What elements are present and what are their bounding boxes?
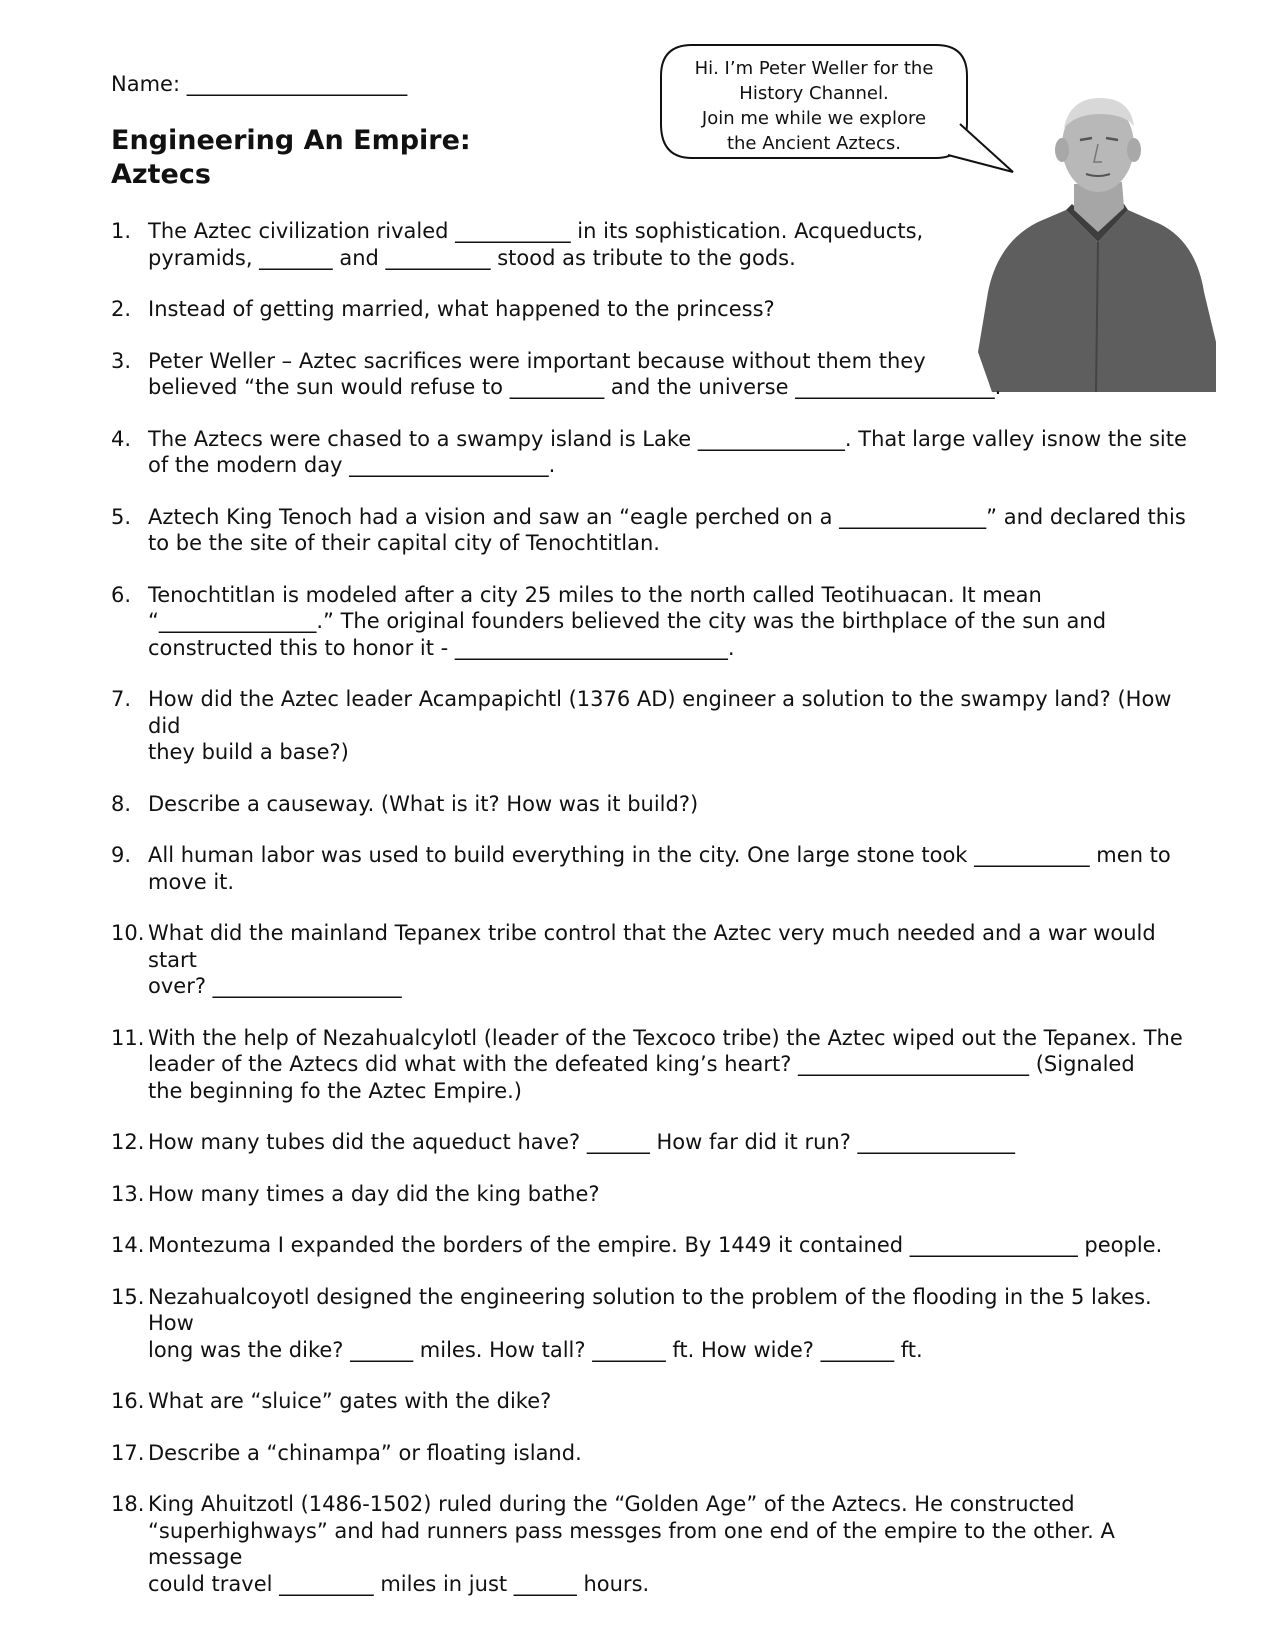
- question-item: [111, 842, 1201, 895]
- question-number: 18.: [111, 1492, 145, 1516]
- question-text: What did the mainland Tepanex tribe control that the Aztec very much needed and a war would start over? __________________: [148, 921, 1156, 998]
- question-item: [111, 1129, 1201, 1156]
- question-item: [111, 1284, 1201, 1364]
- question-number: 3.: [111, 348, 132, 373]
- title-line-1: Engineering An Empire:: [111, 125, 471, 156]
- question-text: The Aztec civilization rivaled ___________ in its sophistication. Acqueducts, pyramids, _______ and __________ stood as tribute to the gods.: [148, 219, 924, 270]
- question-text: How many tubes did the aqueduct have? ______ How far did it run? _______________: [148, 1130, 1016, 1154]
- question-item: [111, 1181, 1201, 1208]
- question-number: 7.: [111, 687, 132, 711]
- question-text: All human labor was used to build everything in the city. One large stone took ___________ men to move it.: [148, 843, 1171, 894]
- question-item: [111, 296, 1201, 323]
- question-item: [111, 426, 1201, 479]
- question-text: With the help of Nezahualcylotl (leader of the Texcoco tribe) the Aztec wiped out the Tepanex. The leader of the Aztecs did what with the defeated king’s heart? ______________________ (Signaled the beginning fo the Aztec Empire.): [148, 1025, 1183, 1103]
- question-text: Peter Weller – Aztec sacrifices were important because without them they believed “the sun would refuse to _________ and the universe ___________________.: [148, 348, 1002, 399]
- question-item: [111, 1025, 1201, 1105]
- question-list: [111, 218, 1201, 1622]
- question-item: [111, 1440, 1201, 1467]
- question-item: [111, 686, 1201, 766]
- question-number: 1.: [111, 219, 132, 243]
- question-text: The Aztecs were chased to a swampy island is Lake ______________. That large valley isnow the site of the modern day ___________________.: [148, 426, 1187, 477]
- bubble-line: Hi. I’m Peter Weller for the: [694, 58, 934, 79]
- question-item: [111, 1232, 1201, 1259]
- question-number: 13.: [111, 1181, 145, 1206]
- question-text: Aztech King Tenoch had a vision and saw an “eagle perched on a ______________” and declared this to be the site of their capital city of Tenochtitlan.: [148, 504, 1186, 555]
- question-item: [111, 920, 1201, 1000]
- question-item: [111, 218, 1201, 271]
- question-number: 5.: [111, 504, 132, 529]
- name-field-label: Name: _____________________: [111, 72, 408, 96]
- question-text: How many times a day did the king bathe?: [148, 1181, 600, 1206]
- question-number: 14.: [111, 1233, 145, 1257]
- page-title: [111, 124, 471, 192]
- question-number: 17.: [111, 1440, 145, 1465]
- bubble-line: History Channel.: [739, 83, 889, 104]
- speech-bubble: [660, 44, 968, 166]
- bubble-line: the Ancient Aztecs.: [726, 133, 902, 154]
- bubble-line: Join me while we explore: [701, 108, 927, 129]
- question-item: [111, 504, 1201, 557]
- question-number: 6.: [111, 582, 132, 607]
- question-item: [111, 1388, 1201, 1415]
- question-number: 11.: [111, 1025, 145, 1050]
- question-number: 12.: [111, 1130, 145, 1154]
- question-text: Instead of getting married, what happened to the princess?: [148, 297, 775, 321]
- question-text: What are “sluice” gates with the dike?: [148, 1389, 552, 1413]
- question-text: Describe a causeway. (What is it? How was it build?): [148, 791, 699, 816]
- question-text: King Ahuitzotl (1486-1502) ruled during the “Golden Age” of the Aztecs. He constructed “superhighways” and had runners pass messges from one end of the empire to the other. A message could travel _________ miles in just ______ hours.: [148, 1492, 1115, 1596]
- question-number: 10.: [111, 921, 145, 945]
- question-number: 15.: [111, 1284, 145, 1309]
- question-text: Nezahualcoyotl designed the engineering solution to the problem of the flooding in the 5 lakes. How long was the dike? ______ miles. How tall? _______ ft. How wide? _______ ft.: [148, 1284, 1152, 1362]
- question-text: Tenochtitlan is modeled after a city 25 miles to the north called Teotihuacan. It mean “_______________.” The original founders believed the city was the birthplace of the sun and constructed this to honor it - __________________________.: [148, 582, 1107, 660]
- question-text: Montezuma I expanded the borders of the empire. By 1449 it contained ________________ people.: [148, 1233, 1163, 1257]
- question-number: 4.: [111, 426, 132, 451]
- question-item: [111, 791, 1201, 818]
- speech-bubble-text: [660, 56, 968, 156]
- question-number: 8.: [111, 791, 132, 816]
- question-number: 9.: [111, 843, 132, 867]
- question-text: Describe a “chinampa” or floating island.: [148, 1440, 582, 1465]
- question-item: [111, 348, 1201, 401]
- question-number: 16.: [111, 1389, 145, 1413]
- title-line-2: Aztecs: [111, 159, 211, 190]
- question-number: 2.: [111, 297, 132, 321]
- question-text: How did the Aztec leader Acampapichtl (1376 AD) engineer a solution to the swampy land? (How did they build a base?): [148, 687, 1172, 764]
- question-item: [111, 1491, 1201, 1597]
- question-item: [111, 582, 1201, 662]
